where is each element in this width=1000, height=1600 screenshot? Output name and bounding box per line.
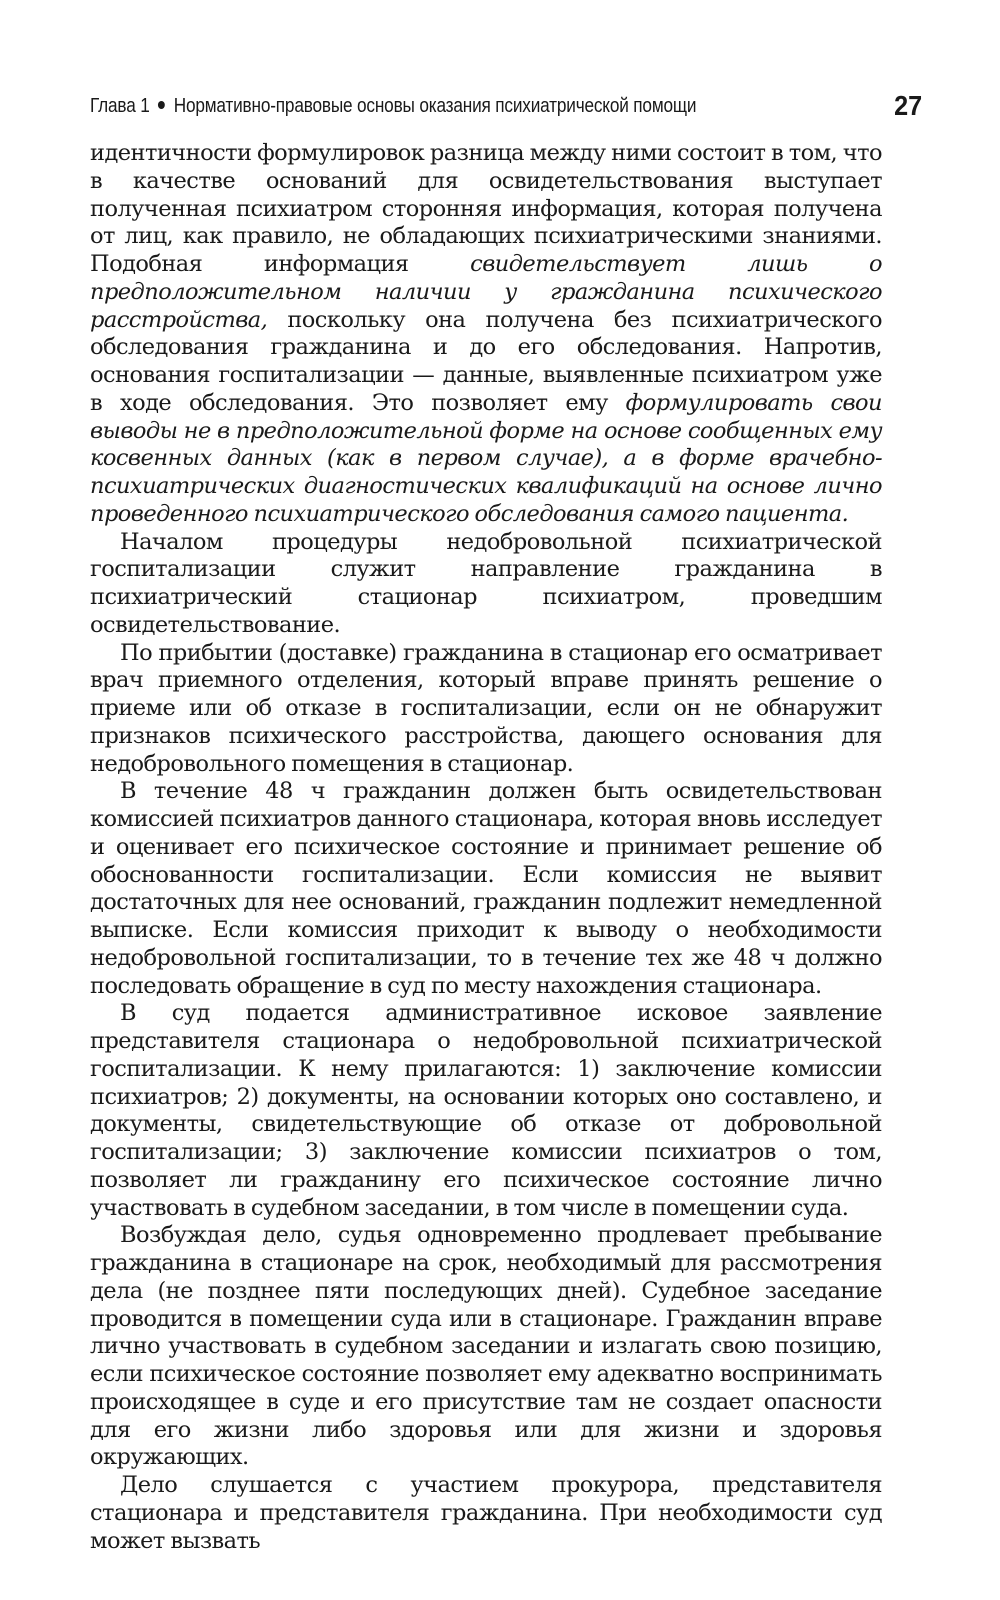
running-head: [90, 86, 922, 126]
paragraph: [90, 640, 882, 779]
bullet-icon: [158, 101, 165, 109]
text-run: поскольку она получена без психиатрического обследования гражданина и до его обследования. Напротив, основания госпитализации — данные, выявленные психиатром уже в ходе обследования. Это позволяет ему: [90, 306, 882, 416]
italic-run: свидетельствует лишь о предположительном наличии у гражданина психического расстройства,: [90, 251, 883, 333]
running-head-title: [90, 95, 696, 118]
paragraph: [90, 140, 882, 529]
chapter-title: Нормативно-правовые основы оказания психиатрической помощи: [173, 94, 697, 117]
body-text: [90, 140, 882, 1555]
paragraph: [90, 1000, 882, 1222]
chapter-label: Глава 1: [90, 94, 150, 117]
italic-run: формулировать свои выводы не в предположительной форме на основе сообщенных ему косвенных данных (как в первом случае), а в форме врачебно-психиатрических диагностических квалификаций на основе лично проведенного психиатрического обследования самого пациента.: [90, 389, 882, 527]
text-run: Возбуждая дело, судья одновременно продлевает пребывание гражданина в стационаре на срок, необходимый для рассмотрения дела (не позднее пяти последующих дней). Судебное заседание проводится в помещении суда или в стационаре. Гражданин вправе лично участвовать в судебном заседании и излагать свою позицию, если психическое состояние позволяет ему адекватно воспринимать происходящее в суде и его присутствие там не создает опасности для его жизни либо здоровья или для жизни и здоровья окружающих.: [90, 1222, 882, 1471]
text-run: В течение 48 ч гражданин должен быть освидетельствован комиссией психиатров данного стационара, которая вновь исследует и оценивает его психическое состояние и принимает решение об обоснованности госпитализации. Если комиссия не выявит достаточных для нее оснований, гражданин подлежит немедленной выписке. Если комиссия приходит к выводу о необходимости недобровольной госпитализации, то в течение тех же 48 ч должно последовать обращение в суд по месту нахождения стационара.: [90, 778, 882, 999]
paragraph: [90, 778, 882, 1000]
paragraph: [90, 1222, 882, 1472]
text-run: По прибытии (доставке) гражданина в стационар его осматривает врач приемного отделения, который вправе принять решение о приеме или об отказе в госпитализации, если он не обнаружит признаков психического расстройства, дающего основания для недобровольного помещения в стационар.: [90, 639, 882, 777]
text-run: В суд подается административное исковое заявление представителя стационара о недобровольной психиатрической госпитализации. К нему прилагаются: 1) заключение комиссии психиатров; 2) документы, на основании которых оно составлено, и документы, свидетельствующие об отказе от добровольной госпитализации; 3) заключение комиссии психиатров о том, позволяет ли гражданину его психическое состояние лично участвовать в судебном заседании, в том числе в помещении суда.: [90, 1000, 882, 1221]
page-number: 27: [893, 90, 922, 121]
text-run: Началом процедуры недобровольной психиатрической госпитализации служит направление гражданина в психиатрический стационар психиатром, проведшим освидетельствование.: [90, 528, 882, 638]
paragraph: [90, 529, 882, 640]
text-run: идентичности формулировок разница между ними состоит в том, что в качестве оснований для освидетельствования выступает полученная психиатром сторонняя информация, которая получена от лиц, как правило, не обладающих психиатрическими знаниями. Подобная информация: [90, 140, 882, 277]
text-run: Дело слушается с участием прокурора, представителя стационара и представителя гражданина. При необходимости суд может вызвать: [90, 1472, 882, 1554]
paragraph: [90, 1472, 882, 1555]
